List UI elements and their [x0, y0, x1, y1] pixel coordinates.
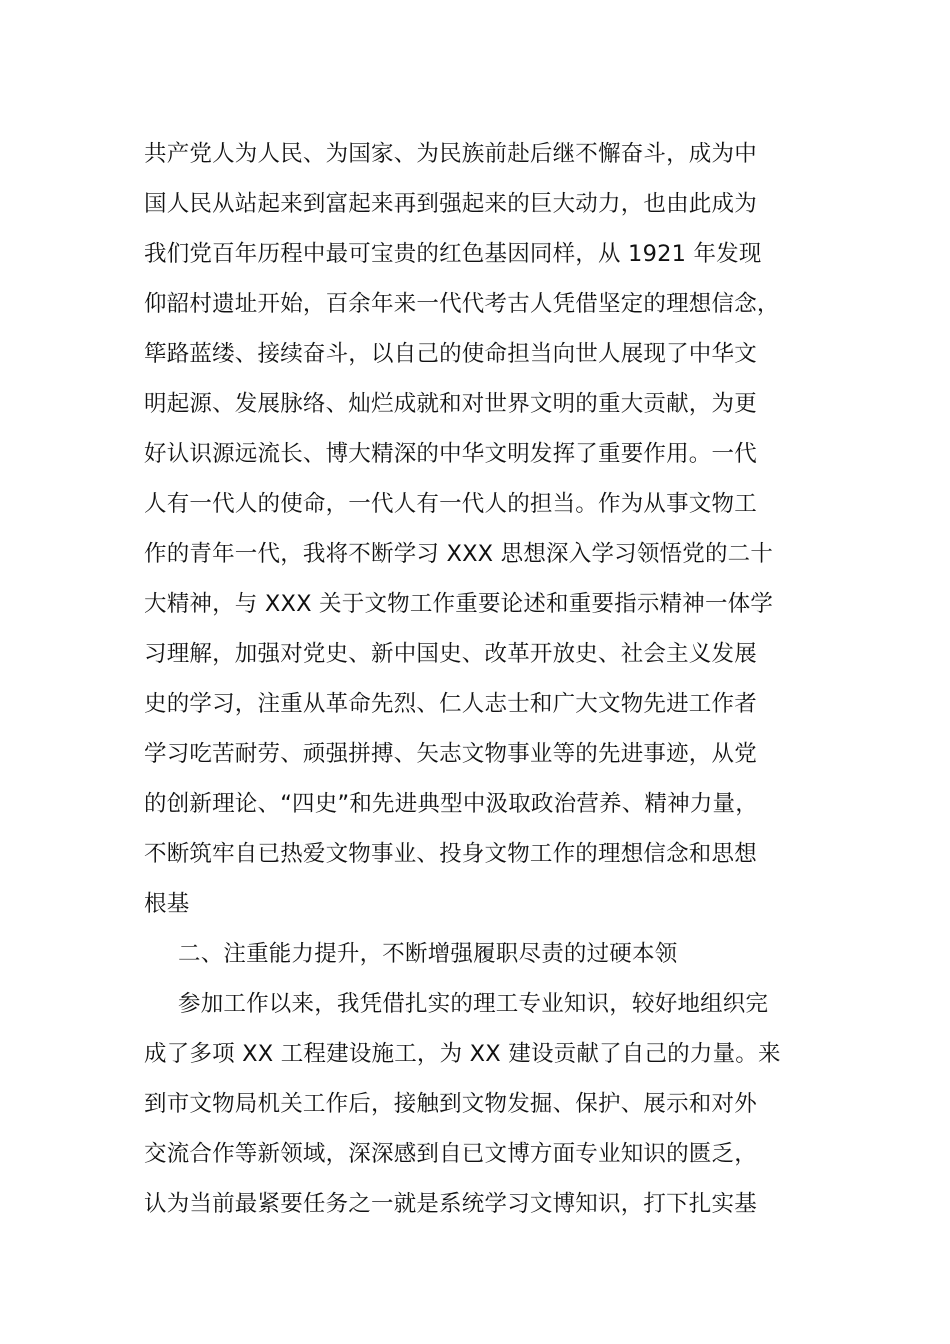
text-line: 的创新理论、“四史”和先进典型中汲取政治营养、精神力量， [144, 791, 758, 817]
text-line: 成了多项 XX 工程建设施工，为 XX 建设贡献了自己的力量。来 [144, 1041, 781, 1067]
text-line: 认为当前最紧要任务之一就是系统学习文博知识，打下扎实基 [144, 1191, 757, 1217]
text-line: 仰韶村遗址开始，百余年来一代代考古人凭借坚定的理想信念， [144, 291, 780, 317]
text-line: 到市文物局机关工作后，接触到文物发掘、保护、展示和对外 [144, 1091, 757, 1117]
text-line: 学习吃苦耐劳、顽强拼搏、矢志文物事业等的先进事迹，从党 [144, 741, 757, 767]
paragraph-first-line: 参加工作以来，我凭借扎实的理工专业知识，较好地组织完 [178, 991, 769, 1017]
text-line: 我们党百年历程中最可宝贵的红色基因同样，从 1921 年发现 [144, 241, 762, 267]
body-text [144, 129, 824, 1229]
text-line: 交流合作等新领域，深深感到自已文博方面专业知识的匮乏， [144, 1141, 757, 1167]
text-line: 作的青年一代，我将不断学习 XXX 思想深入学习领悟党的二十 [144, 541, 774, 567]
text-line: 根基 [144, 891, 190, 917]
text-line: 大精神，与 XXX 关于文物工作重要论述和重要指示精神一体学 [144, 591, 774, 617]
text-line: 国人民从站起来到富起来再到强起来的巨大动力，也由此成为 [144, 191, 757, 217]
text-line: 人有一代人的使命，一代人有一代人的担当。作为从事文物工 [144, 491, 757, 517]
text-line: 不断筑牢自已热爱文物事业、投身文物工作的理想信念和思想 [144, 841, 757, 867]
text-line: 习理解，加强对党史、新中国史、改革开放史、社会主义发展 [144, 641, 757, 667]
text-line: 史的学习，注重从革命先烈、仁人志士和广大文物先进工作者 [144, 691, 757, 717]
text-line: 明起源、发展脉络、灿烂成就和对世界文明的重大贡献，为更 [144, 391, 757, 417]
text-line: 共产党人为人民、为国家、为民族前赴后继不懈奋斗，成为中 [144, 141, 757, 167]
text-line: 筚路蓝缕、接续奋斗，以自己的使命担当向世人展现了中华文 [144, 341, 757, 367]
text-line: 好认识源远流长、博大精深的中华文明发挥了重要作用。一代 [144, 441, 757, 467]
section-heading: 二、注重能力提升，不断增强履职尽责的过硬本领 [178, 941, 678, 967]
